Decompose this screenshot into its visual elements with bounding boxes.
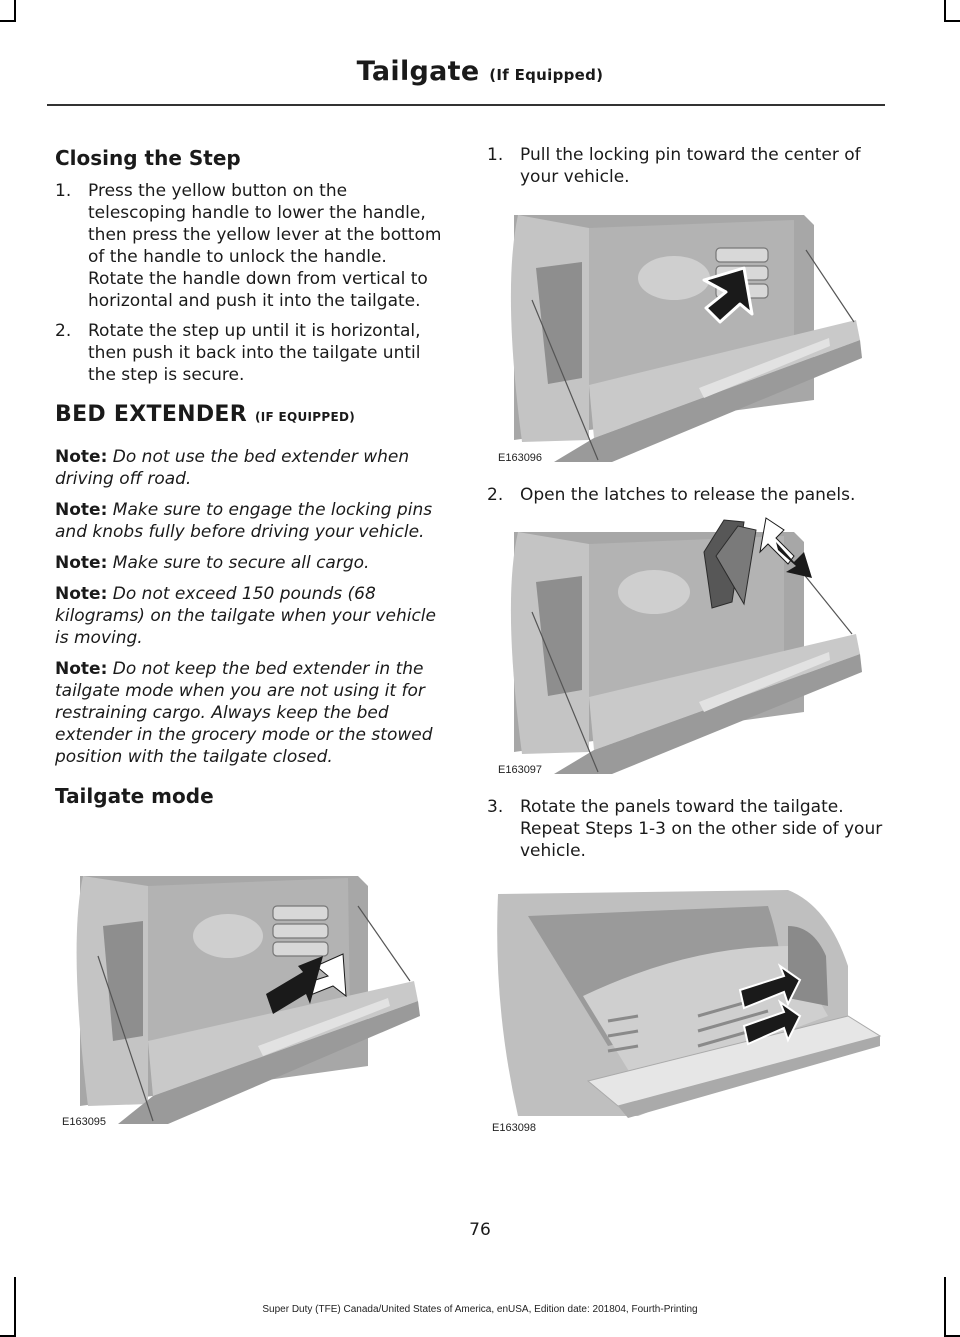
figure-open-latches: [494, 512, 880, 778]
note: Note: Make sure to secure all cargo.: [55, 553, 370, 573]
left-column: [55, 144, 447, 818]
header-title: Tailgate: [356, 56, 480, 87]
crop-mark: [944, 0, 946, 22]
crop-mark: [14, 0, 16, 22]
figure-code: E163098: [492, 1122, 537, 1134]
locking-pin-illustration: [494, 210, 880, 466]
release-steps: [487, 144, 887, 188]
note: Note: Do not keep the bed extender in the tailgate mode when you are not using it for restraining cargo. Always keep the bed extender in the grocery mode or the stowed position with the tailgate closed.: [55, 659, 433, 767]
footer: Super Duty (TFE) Canada/United States of America, enUSA, Edition date: 201804, Fourth-Printing: [262, 1304, 698, 1315]
closing-steps: [55, 180, 447, 386]
figure-rotate-panels: [488, 886, 884, 1136]
note: Note: Make sure to engage the locking pins and knobs fully before driving your vehicle.: [55, 500, 433, 542]
list-item: 2. Rotate the step up until it is horizontal, then push it back into the tailgate until the step is secure.: [55, 321, 421, 385]
note: Note: Do not exceed 150 pounds (68 kilograms) on the tailgate when your vehicle is moving.: [55, 584, 436, 648]
figure-locking-pin: [494, 210, 880, 466]
crop-mark: [0, 20, 16, 22]
open-latches-illustration: [494, 512, 880, 778]
closing-heading: Closing the Step: [55, 146, 241, 170]
crop-mark: [944, 20, 960, 22]
list-item: 1. Pull the locking pin toward the center of your vehicle.: [487, 145, 861, 187]
rotate-panels-illustration: [488, 886, 884, 1136]
note: Note: Do not use the bed extender when driving off road.: [55, 447, 410, 489]
step-2: [487, 484, 887, 514]
list-item: 3. Rotate the panels toward the tailgate. Repeat Steps 1-3 on the other side of your vehicle.: [487, 797, 883, 861]
figure-tailgate-mode: [58, 866, 444, 1130]
list-item: 2. Open the latches to release the panels.: [487, 485, 856, 505]
header-title-suffix: (If Equipped): [489, 66, 604, 84]
page-number: 76: [469, 1220, 491, 1240]
step-3: [487, 796, 887, 870]
figure-code: E163096: [498, 452, 543, 464]
tailgate-mode-heading: Tailgate mode: [55, 784, 214, 808]
header-rule: [47, 104, 885, 106]
tailgate-illustration: [58, 866, 444, 1130]
right-column: [487, 144, 887, 196]
page-header: [0, 56, 960, 87]
figure-code: E163097: [498, 764, 543, 776]
section-heading: BED EXTENDER (IF EQUIPPED): [55, 402, 356, 427]
figure-code: E163095: [62, 1116, 107, 1128]
list-item: 1. Press the yellow button on the telescoping handle to lower the handle, then press the yellow lever at the bottom of the handle to unlock the handle. Rotate the handle down from vertical to horizontal and push it into the tailgate.: [55, 181, 442, 311]
